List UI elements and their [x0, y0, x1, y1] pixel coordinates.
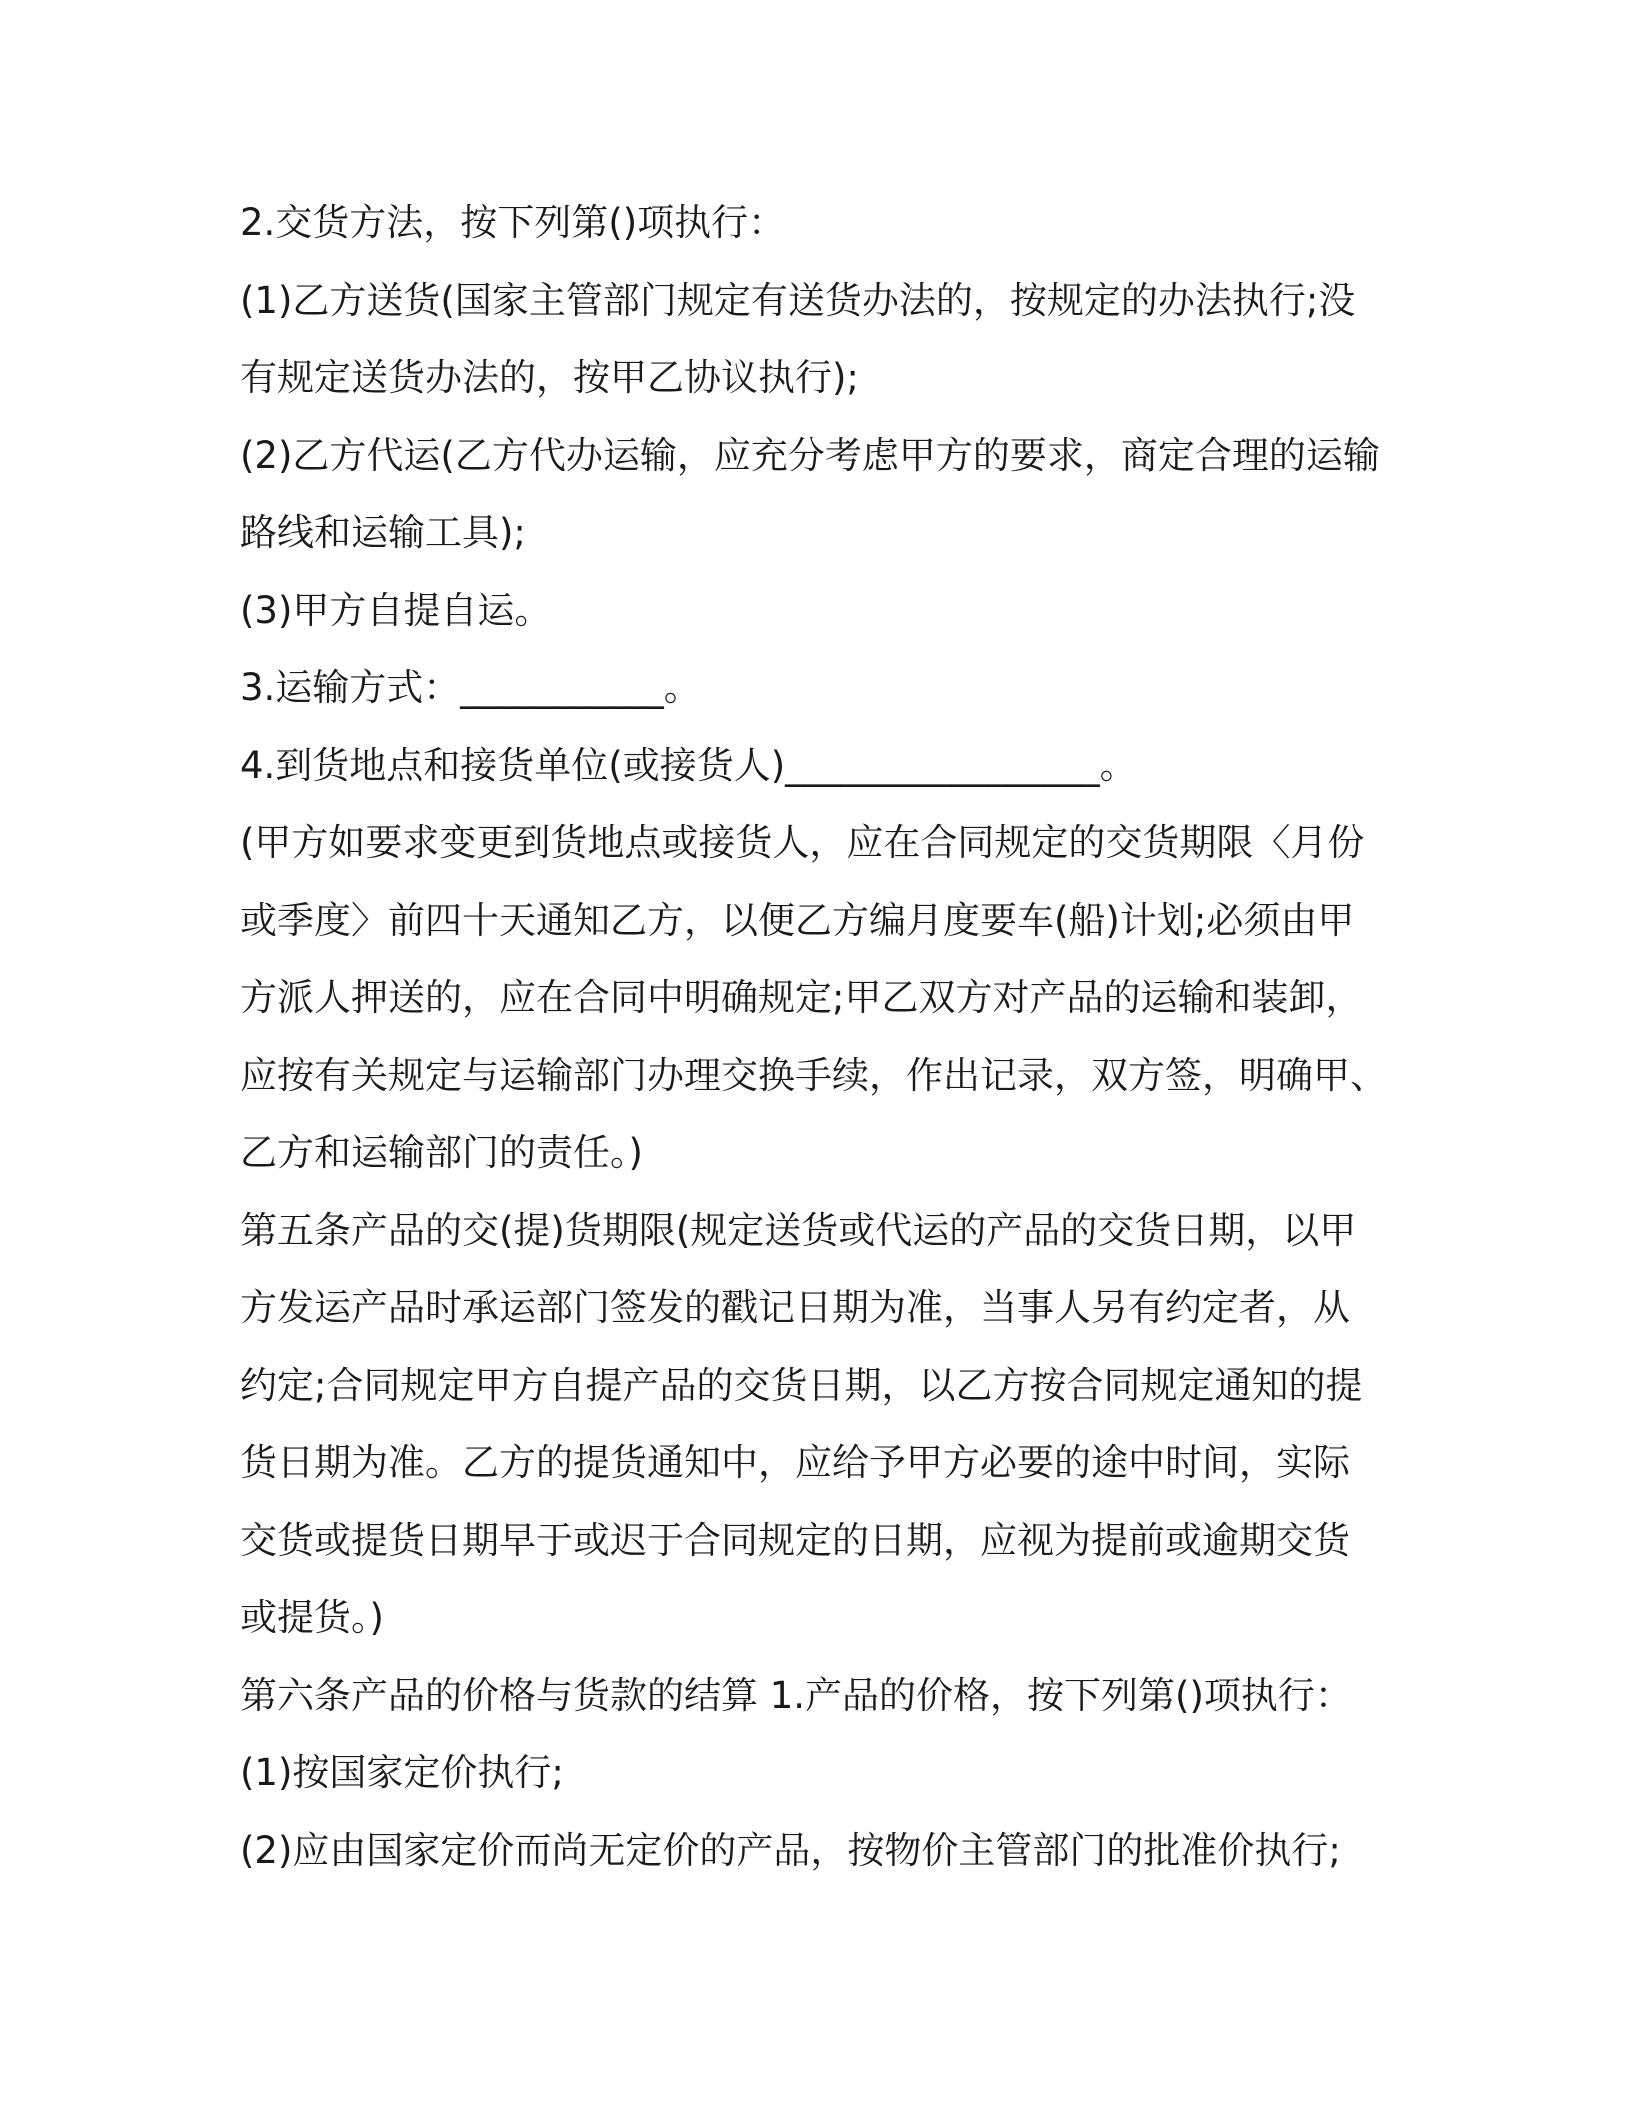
document-body [240, 184, 1390, 1889]
text-line: (1)按国家定价执行; [240, 1751, 564, 1794]
text-line: 乙方和运输部门的责任。) [240, 1131, 643, 1174]
text-line: 方派人押送的，应在合同中明确规定;甲乙双方对产品的运输和装卸， [240, 976, 1363, 1019]
text-line: (甲方如要求变更到货地点或接货人，应在合同规定的交货期限〈月份 [240, 821, 1365, 864]
text-line: 第五条产品的交(提)货期限(规定送货或代运的产品的交货日期，以甲 [240, 1208, 1357, 1252]
text-line: 交货或提货日期早于或迟于合同规定的日期，应视为提前或逾期交货 [240, 1518, 1350, 1562]
text-line: 或提货。) [240, 1596, 384, 1639]
text-line: 应按有关规定与运输部门办理交换手续，作出记录，双方签，明确甲、 [240, 1053, 1387, 1097]
text-line: 或季度〉前四十天通知乙方，以便乙方编月度要车(船)计划;必须由甲 [240, 898, 1355, 942]
text-line: 货日期为准。乙方的提货通知中，应给予甲方必要的途中时间，实际 [240, 1441, 1350, 1484]
text-line: (3)甲方自提自运。 [240, 588, 552, 632]
text-line: (2)乙方代运(乙方代办运输，应充分考虑甲方的要求，商定合理的运输 [240, 433, 1380, 477]
text-line: 有规定送货办法的，按甲乙协议执行); [240, 356, 859, 399]
text-line: 2.交货方法，按下列第()项执行： [240, 201, 786, 244]
text-line: 方发运产品时承运部门签发的戳记日期为准，当事人另有约定者，从 [240, 1286, 1350, 1329]
text-line: 4.到货地点和接货单位(或接货人)_________________。 [240, 743, 1137, 787]
text-line: 路线和运输工具); [240, 511, 526, 554]
text-line: 第六条产品的价格与货款的结算 1.产品的价格，按下列第()项执行： [240, 1673, 1352, 1717]
text-line: (2)应由国家定价而尚无定价的产品，按物价主管部门的批准价执行; [240, 1828, 1341, 1872]
text-line: (1)乙方送货(国家主管部门规定有送货办法的，按规定的办法执行;没 [240, 278, 1356, 322]
text-line: 3.运输方式：___________。 [240, 666, 701, 709]
text-line: 约定;合同规定甲方自提产品的交货日期，以乙方按合同规定通知的提 [240, 1363, 1363, 1407]
